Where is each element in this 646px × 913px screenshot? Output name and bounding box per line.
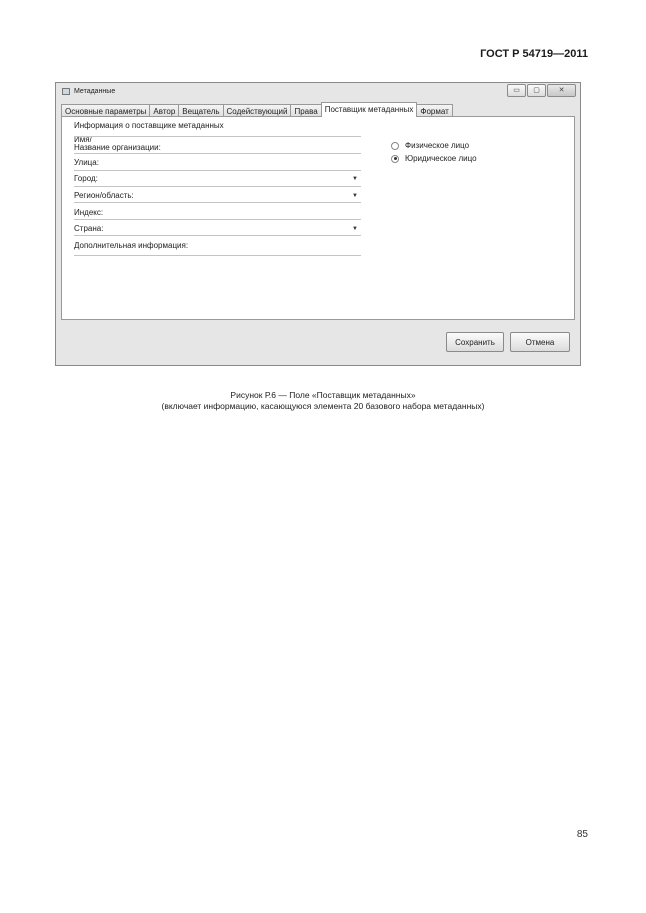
city-label: Город: (74, 174, 98, 183)
additional-info-label: Дополнительная информация: (74, 241, 189, 250)
country-label: Страна: (74, 224, 104, 233)
metadata-provider-panel (61, 116, 575, 320)
radio-individual[interactable] (391, 141, 469, 150)
street-label: Улица: (74, 158, 99, 167)
figure-caption-note: (включает информацию, касающуюся элемента 20 базового набора метаданных) (161, 401, 485, 411)
region-field[interactable] (74, 202, 361, 203)
index-field[interactable] (74, 219, 361, 220)
additional-info-field[interactable] (74, 255, 361, 256)
figure-caption: Рисунок Р.6 — Поле «Поставщик метаданных» (230, 390, 416, 400)
region-dropdown-icon[interactable]: ▼ (352, 193, 358, 199)
tab-strip (61, 102, 452, 117)
city-field[interactable] (74, 186, 361, 187)
region-label: Регион/область: (74, 191, 134, 200)
minimize-icon[interactable]: ▭ (507, 84, 526, 97)
tab-author[interactable]: Автор (149, 104, 179, 117)
page-number: 85 (576, 829, 588, 840)
city-dropdown-icon[interactable]: ▼ (352, 176, 358, 182)
group-title: Информация о поставщике метаданных (74, 121, 224, 130)
metadata-window (55, 82, 581, 366)
window-controls (506, 84, 576, 97)
document-code: ГОСТ Р 54719—2011 (480, 48, 588, 60)
window-titlebar (56, 83, 580, 101)
tab-contributor[interactable]: Содействующий (223, 104, 292, 117)
window-title: Метаданные (74, 88, 116, 95)
cancel-button[interactable]: Отмена (510, 332, 570, 352)
close-icon[interactable]: ✕ (547, 84, 576, 97)
name-label-line2: Название организации: (74, 143, 161, 152)
country-dropdown-icon[interactable]: ▼ (352, 226, 358, 232)
tab-basic-params[interactable]: Основные параметры (61, 104, 150, 117)
name-label-line1: Имя/ (74, 135, 92, 144)
radio-legal-entity-label: Юридическое лицо (405, 154, 477, 163)
name-field-top (74, 136, 361, 137)
index-label: Индекс: (74, 208, 104, 217)
radio-unchecked-icon[interactable] (391, 142, 399, 150)
maximize-icon[interactable]: ▢ (527, 84, 546, 97)
tab-rights[interactable]: Права (290, 104, 321, 117)
radio-checked-icon[interactable] (391, 155, 399, 163)
radio-legal-entity[interactable] (391, 154, 477, 163)
name-field[interactable] (74, 153, 361, 154)
save-button[interactable]: Сохранить (446, 332, 504, 352)
tab-format[interactable]: Формат (416, 104, 452, 117)
street-field[interactable] (74, 170, 361, 171)
country-field[interactable] (74, 235, 361, 236)
tab-broadcaster[interactable]: Вещатель (178, 104, 223, 117)
radio-individual-label: Физическое лицо (405, 141, 470, 150)
tab-metadata-provider[interactable]: Поставщик метаданных (321, 102, 418, 117)
app-icon (62, 88, 70, 95)
